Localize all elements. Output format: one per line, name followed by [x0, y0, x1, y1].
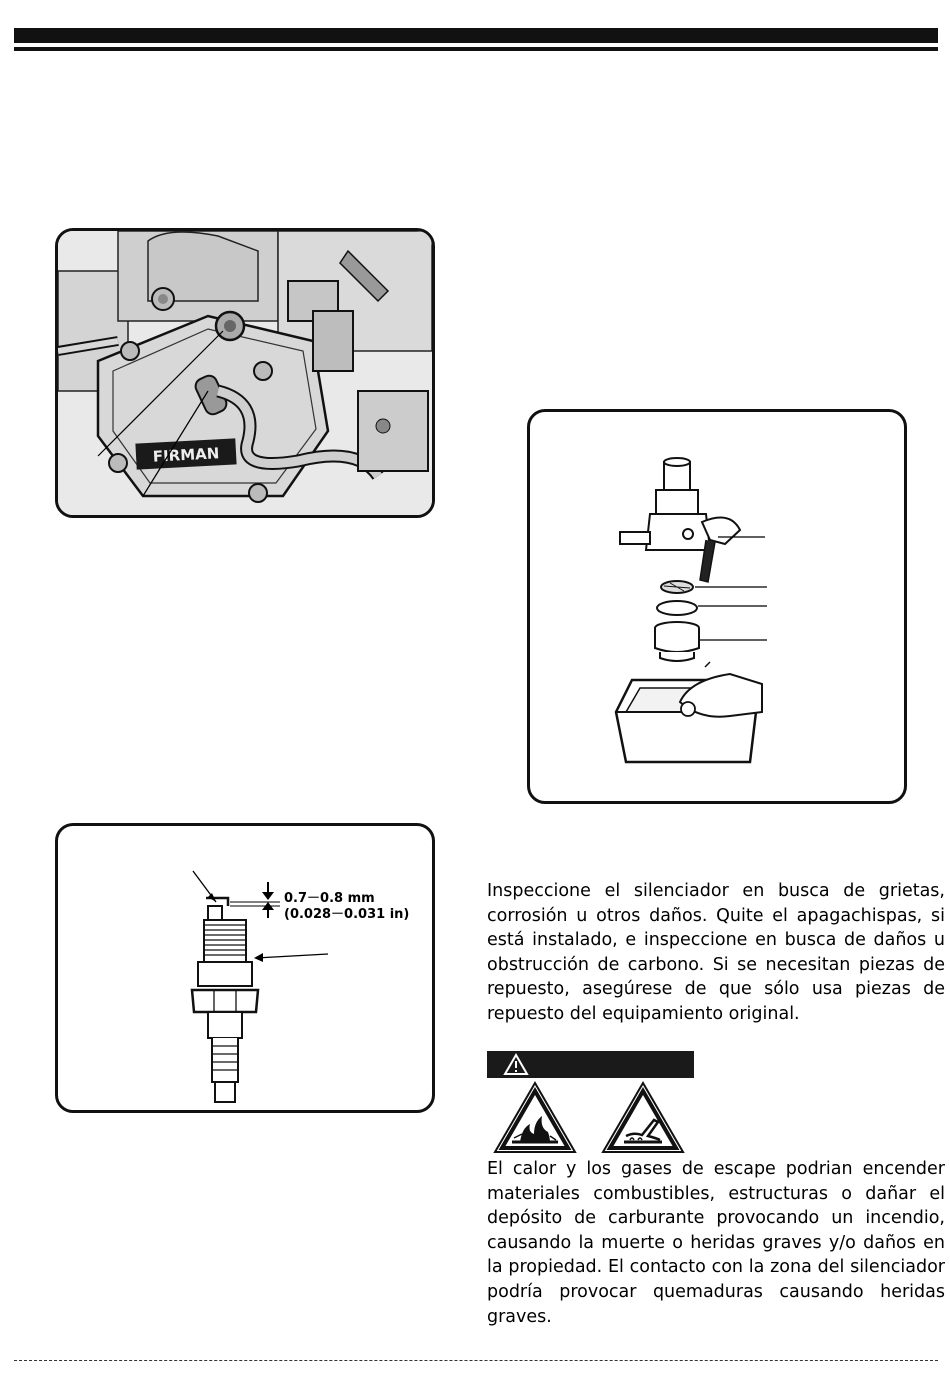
warning-triangle-icon — [501, 1051, 531, 1078]
spark-plug-illustration — [58, 826, 432, 1110]
fire-hazard-icon — [492, 1080, 578, 1156]
header-rule-thin — [14, 47, 938, 51]
fuel-valve-illustration — [530, 412, 904, 801]
firman-logo: FIRMAN — [152, 444, 220, 466]
hot-surface-icon — [600, 1080, 686, 1156]
gap-in-label: (0.028－0.031 in) — [284, 907, 410, 922]
fire-warning-text: El calor y los gases de escape podrian encender materiales combustibles, estructuras o dañar el depósito de carburante provocando un incendio, causando la muerte o heridas graves y/o daños en la propiedad. El contacto con la zona del silenciador podría provocar quemaduras causando heridas graves. — [487, 1159, 945, 1327]
engine-photo-figure — [55, 228, 435, 518]
gap-mm-label: 0.7－0.8 mm — [284, 891, 375, 906]
spark-plug-figure — [55, 823, 435, 1113]
footer-dashed-rule — [14, 1360, 938, 1361]
header-rule-thick — [14, 28, 938, 43]
engine-illustration — [58, 231, 432, 515]
muffler-inspection-text: Inspeccione el silenciador en busca de grietas, corrosión u otros daños. Quite el apagachispas, si está instalado, e inspeccione en busca de daños u obstrucción de carbono. Si se necesitan piezas de repuesto, asegúrese de que sólo usa piezas de repuesto del equipamiento original. — [487, 881, 945, 1024]
fuel-valve-figure — [527, 409, 907, 804]
warning-bar — [487, 1051, 694, 1078]
